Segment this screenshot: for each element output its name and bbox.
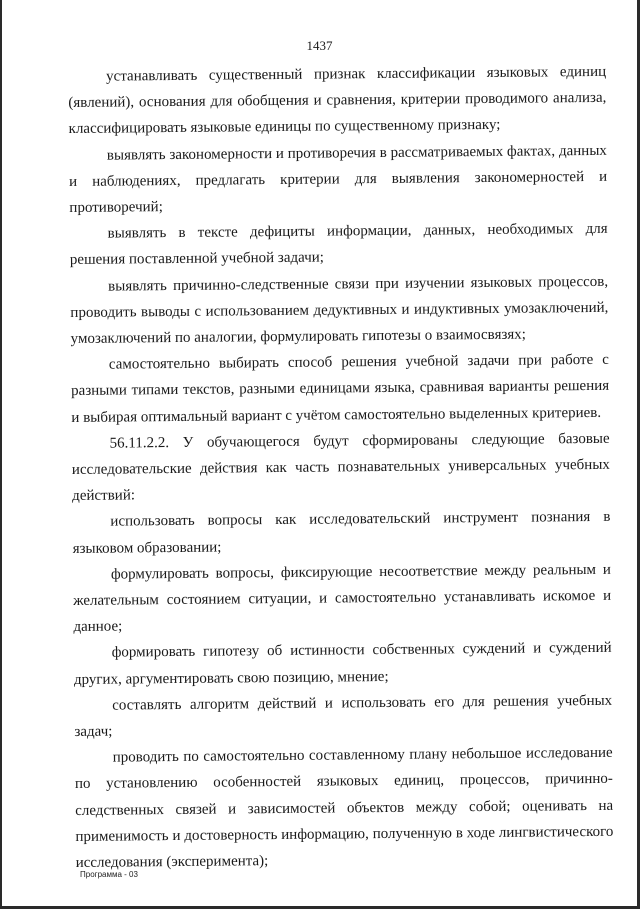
paragraph: формулировать вопросы, фиксирующие несоответствие между реальным и желательным состоянием ситуации, и самостоятельно устанавливать искомое и данное;	[73, 561, 612, 636]
body-text	[68, 59, 614, 876]
page-number: 1437	[306, 38, 333, 53]
paragraph: устанавливать существенный признак классификации языковых единиц (явлений), основания для обобщения и сравнения, критерии проводимого анализа, классифицировать языковые единицы по существенному признаку;	[68, 63, 607, 138]
paragraph: составлять алгоритм действий и использовать его для решения учебных задач;	[74, 692, 613, 741]
paragraph: самостоятельно выбирать способ решения учебной задачи при работе с разными типами текстов, разными единицами языка, сравнивая варианты решения и выбирая оптимальный вариант с учётом самостоятельно выделенных критериев.	[71, 352, 610, 426]
paragraph: выявлять в тексте дефициты информации, данных, необходимых для решения поставленной учебной задачи;	[69, 221, 608, 269]
paragraph: использовать вопросы как исследовательский инструмент познания в языковом образовании;	[72, 509, 611, 557]
section-paragraph: 56.11.2.2. У обучающегося будут сформированы следующие базовые исследовательские действия как часть познавательных универсальных учебных действий:	[71, 430, 610, 505]
footer-label: Программа - 03	[80, 870, 138, 879]
paragraph: выявлять причинно-следственные связи при изучении языковых процессов, проводить выводы с использованием дедуктивных и индуктивных умозаключений, умозаключений по аналогии, формулировать гипотезы о взаимосвязях;	[70, 273, 609, 348]
paragraph: проводить по самостоятельно составленному плану небольшое исследование по установлению особенностей языковых единиц, процессов, причинно-следственных связей и зависимостей объектов между собой; оценивать на применимость и достоверность информацию, полученную в ходе лингвистического исследования (эксперимента);	[74, 745, 614, 872]
paragraph: формировать гипотезу об истинности собственных суждений и суждений других, аргументировать свою позицию, мнение;	[73, 640, 612, 688]
paragraph: выявлять закономерности и противоречия в рассматриваемых фактах, данных и наблюдениях, предлагать критерии для выявления закономерностей и противоречий;	[69, 142, 608, 217]
